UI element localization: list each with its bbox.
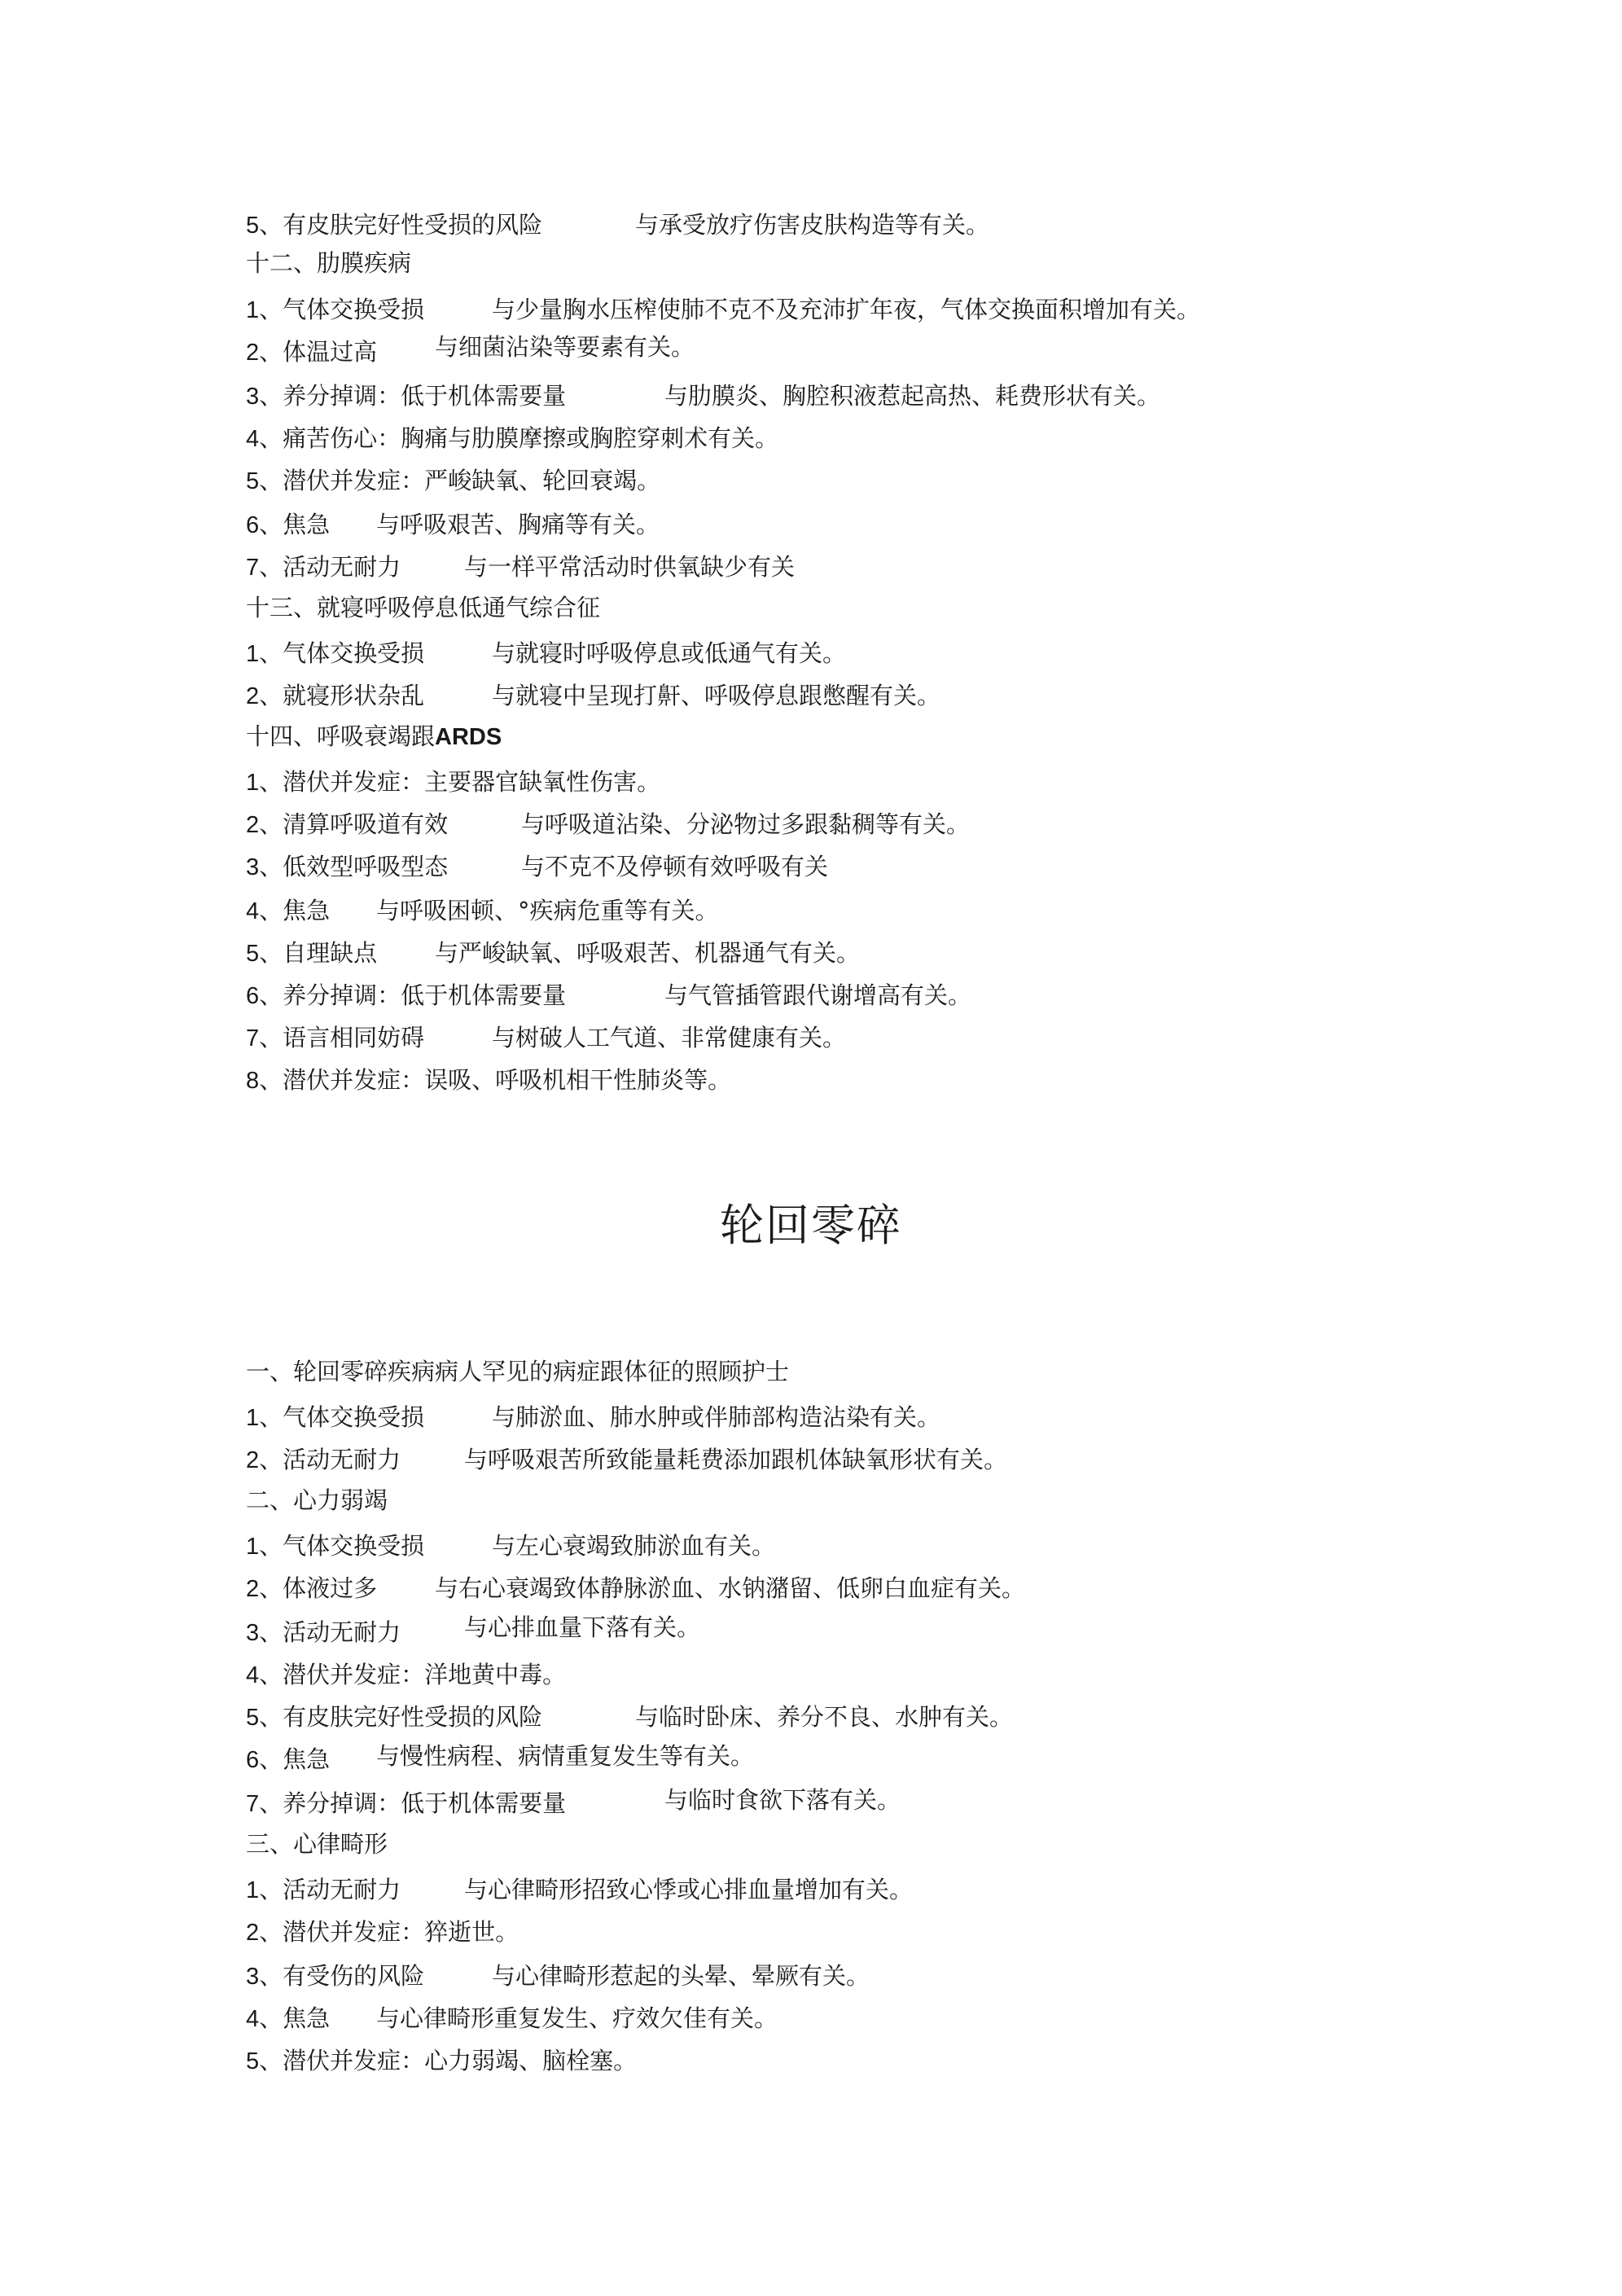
item-relation: 与肋膜炎、胸腔积液惹起高热、耗费形状有关。 xyxy=(664,382,1161,410)
section-heading: 三、心律畸形 xyxy=(246,1830,388,1858)
item-number: 1 xyxy=(246,1534,260,1560)
item-label: 、体温过高 xyxy=(259,338,378,366)
list-item xyxy=(246,422,778,454)
list-item xyxy=(246,637,847,669)
list-item xyxy=(246,380,1161,412)
item-label: 、养分掉调：低于机体需要量 xyxy=(259,382,567,410)
item-label: 、潜伏并发症：严峻缺氧、轮回衰竭。 xyxy=(259,467,661,494)
item-relation: 与心律畸形重复发生、疗效欠佳有关。 xyxy=(376,2004,778,2032)
list-item xyxy=(246,679,941,712)
item-label: 、焦急 xyxy=(259,1745,331,1773)
list-item xyxy=(246,808,971,841)
item-number: 2 xyxy=(246,1447,260,1473)
chapter-title: 轮回零碎 xyxy=(720,1200,902,1251)
item-number: 4 xyxy=(246,898,260,924)
item-relation: 与一样平常活动时供氧缺少有关 xyxy=(464,553,796,581)
item-number: 1 xyxy=(246,770,260,796)
item-relation: 与不克不及停顿有效呼吸有关 xyxy=(521,853,829,880)
section-heading: 十三、就寝呼吸停息低通气综合征 xyxy=(246,594,601,621)
list-item xyxy=(246,1572,1026,1605)
list-item xyxy=(246,894,719,927)
item-number: 4 xyxy=(246,426,260,452)
item-label: 、活动无耐力 xyxy=(259,553,401,581)
list-item xyxy=(246,1786,901,1820)
item-relation: 与树破人工气道、非常健康有关。 xyxy=(492,1024,847,1051)
item-label: 、气体交换受损 xyxy=(259,1403,425,1431)
list-item xyxy=(246,1530,776,1562)
item-number: 3 xyxy=(246,1964,260,1990)
item-relation: 与心排血量下落有关。 xyxy=(464,1613,701,1641)
item-relation: 与气管插管跟代谢增高有关。 xyxy=(664,981,972,1009)
item-relation: 与肺淤血、肺水肿或伴肺部构造沾染有关。 xyxy=(492,1403,941,1431)
list-item xyxy=(246,1658,566,1691)
item-label: 、活动无耐力 xyxy=(259,1876,401,1903)
item-number: 6 xyxy=(246,1747,260,1773)
item-number: 7 xyxy=(246,555,260,581)
item-number: 1 xyxy=(246,297,260,323)
list-item xyxy=(246,1960,870,1992)
item-relation: 与少量胸水压榨使肺不克不及充沛扩年夜，气体交换面积增加有关。 xyxy=(492,296,1201,323)
item-number: 2 xyxy=(246,812,260,838)
item-number: 4 xyxy=(246,2006,260,2032)
item-label: 、自理缺点 xyxy=(259,939,378,967)
item-label: 、潜伏并发症：误吸、呼吸机相干性肺炎等。 xyxy=(259,1066,732,1094)
item-number: 7 xyxy=(246,1025,260,1051)
list-item xyxy=(246,333,695,368)
item-label: 、焦急 xyxy=(259,897,331,924)
item-label: 、潜伏并发症：心力弱竭、脑栓塞。 xyxy=(259,2047,638,2074)
section-heading: 十二、肋膜疾病 xyxy=(246,249,412,277)
list-item xyxy=(246,1443,1008,1476)
item-relation: 与严峻缺氧、呼吸艰苦、机器通气有关。 xyxy=(435,939,861,967)
list-item xyxy=(246,508,660,541)
item-relation: 与就寝中呈现打鼾、呼吸停息跟憋醒有关。 xyxy=(492,682,941,709)
section-heading-text: 十四、呼吸衰竭跟 xyxy=(246,722,436,750)
item-number: 1 xyxy=(246,1877,260,1903)
item-label: 、活动无耐力 xyxy=(259,1446,401,1473)
item-relation: 与就寝时呼吸停息或低通气有关。 xyxy=(492,639,847,667)
item-label: 、有皮肤完好性受损的风险 xyxy=(259,211,543,239)
item-relation: 与呼吸道沾染、分泌物过多跟黏稠等有关。 xyxy=(521,810,971,838)
item-number: 3 xyxy=(246,1620,260,1646)
list-item xyxy=(246,1064,731,1096)
item-label: 、有受伤的风险 xyxy=(259,1962,425,1990)
item-number: 6 xyxy=(246,512,260,538)
list-item xyxy=(246,1613,701,1648)
list-item xyxy=(246,551,796,583)
item-number: 1 xyxy=(246,1405,260,1431)
item-label: 、潜伏并发症：猝逝世。 xyxy=(259,1918,519,1946)
list-item xyxy=(246,1401,941,1433)
list-item xyxy=(246,293,1201,326)
item-relation: 与左心衰竭致肺淤血有关。 xyxy=(492,1532,776,1560)
item-number: 2 xyxy=(246,683,260,709)
item-label: 、痛苦伤心：胸痛与肋膜摩擦或胸腔穿刺术有关。 xyxy=(259,424,779,452)
item-label: 、潜伏并发症：洋地黄中毒。 xyxy=(259,1661,567,1688)
list-item xyxy=(246,464,660,497)
item-relation: 与细菌沾染等要素有关。 xyxy=(435,333,695,361)
item-relation: 与呼吸艰苦、胸痛等有关。 xyxy=(376,511,660,538)
item-label: 、潜伏并发症：主要器官缺氧性伤害。 xyxy=(259,768,661,796)
item-label: 、气体交换受损 xyxy=(259,296,425,323)
item-number: 2 xyxy=(246,1920,260,1946)
item-number: 5 xyxy=(246,1705,260,1731)
list-item xyxy=(246,850,829,883)
list-item xyxy=(246,2002,778,2035)
list-item xyxy=(246,2044,637,2077)
item-number: 5 xyxy=(246,468,260,494)
item-relation: 与临时卧床、养分不良、水肿有关。 xyxy=(635,1703,1014,1731)
item-label: 、气体交换受损 xyxy=(259,639,425,667)
item-number: 5 xyxy=(246,2048,260,2074)
item-number: 5 xyxy=(246,941,260,967)
item-relation: 与呼吸艰苦所致能量耗费添加跟机体缺氧形状有关。 xyxy=(464,1446,1008,1473)
section-heading: 一、轮回零碎疾病病人罕见的病症跟体征的照顾护士 xyxy=(246,1358,790,1385)
item-label: 、焦急 xyxy=(259,511,331,538)
item-label: 、养分掉调：低于机体需要量 xyxy=(259,1789,567,1817)
item-number: 2 xyxy=(246,1576,260,1602)
list-item xyxy=(246,1873,914,1906)
section-heading xyxy=(246,720,502,753)
list-item xyxy=(246,979,972,1012)
list-item xyxy=(246,209,990,241)
item-label: 、气体交换受损 xyxy=(259,1532,425,1560)
item-number: 3 xyxy=(246,384,260,410)
list-item xyxy=(246,1021,847,1054)
item-number: 8 xyxy=(246,1068,260,1094)
item-label: 、焦急 xyxy=(259,2004,331,2032)
list-item xyxy=(246,1701,1014,1733)
list-item xyxy=(246,766,660,798)
section-heading-abbr: ARDS xyxy=(435,724,502,750)
item-relation: 与呼吸困顿、°疾病危重等有关。 xyxy=(376,897,719,924)
item-number: 1 xyxy=(246,641,260,667)
section-heading: 二、心力弱竭 xyxy=(246,1486,388,1514)
item-label: 、就寝形状杂乱 xyxy=(259,682,425,709)
item-number: 2 xyxy=(246,340,260,366)
item-label: 、低效型呼吸型态 xyxy=(259,853,449,880)
item-number: 7 xyxy=(246,1791,260,1817)
item-relation: 与右心衰竭致体静脉淤血、水钠潴留、低卵白血症有关。 xyxy=(435,1574,1026,1602)
item-label: 、体液过多 xyxy=(259,1574,378,1602)
item-relation: 与承受放疗伤害皮肤构造等有关。 xyxy=(635,211,990,239)
item-relation: 与心律畸形惹起的头晕、晕厥有关。 xyxy=(492,1962,870,1990)
item-number: 6 xyxy=(246,983,260,1009)
item-relation: 与临时食欲下落有关。 xyxy=(664,1786,901,1814)
list-item xyxy=(246,1916,519,1948)
item-number: 5 xyxy=(246,213,260,239)
item-relation: 与慢性病程、病情重复发生等有关。 xyxy=(376,1742,755,1770)
item-label: 、清算呼吸道有效 xyxy=(259,810,449,838)
item-number: 3 xyxy=(246,854,260,880)
list-item xyxy=(246,937,861,969)
item-label: 、养分掉调：低于机体需要量 xyxy=(259,981,567,1009)
item-relation: 与心律畸形招致心悸或心排血量增加有关。 xyxy=(464,1876,914,1903)
list-item xyxy=(246,1742,755,1776)
item-label: 、活动无耐力 xyxy=(259,1618,401,1646)
item-number: 4 xyxy=(246,1662,260,1688)
item-label: 、语言相同妨碍 xyxy=(259,1024,425,1051)
item-label: 、有皮肤完好性受损的风险 xyxy=(259,1703,543,1731)
